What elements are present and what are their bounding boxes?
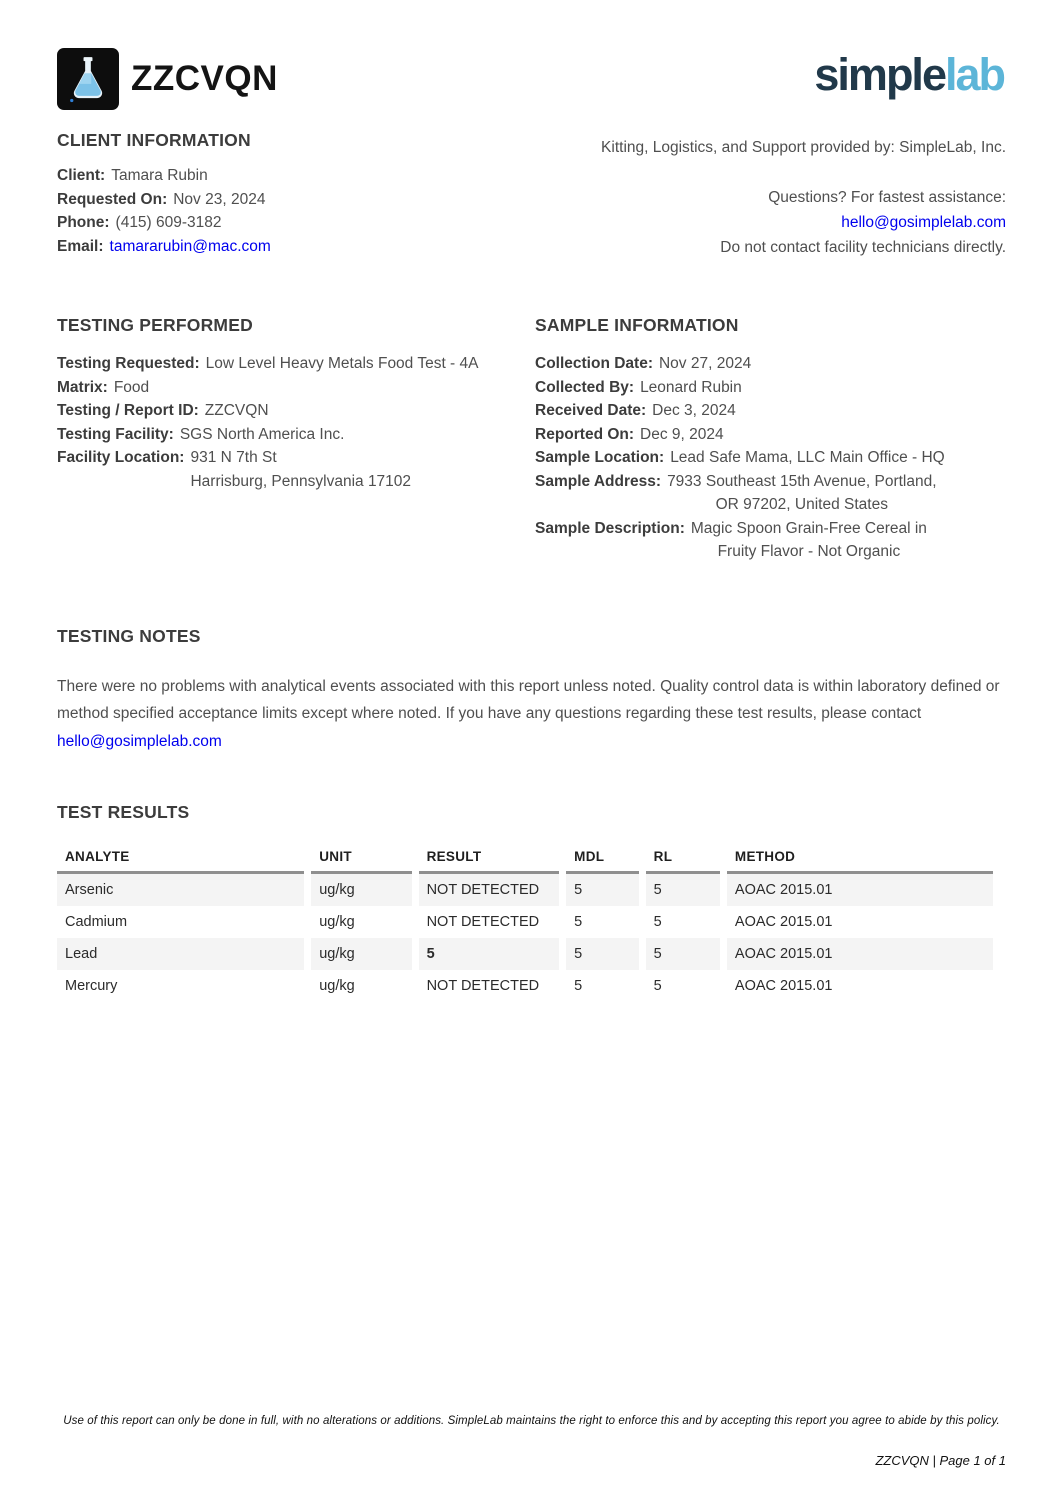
method-cell: AOAC 2015.01 (727, 874, 993, 906)
column-header-rl: RL (646, 845, 720, 874)
sample-location-value: Lead Safe Mama, LLC Main Office - HQ (670, 449, 945, 466)
client-label: Client: (57, 167, 106, 184)
analyte-cell: Cadmium (65, 914, 128, 930)
testing-requested-value: Low Level Heavy Metals Food Test - 4A (205, 355, 479, 372)
simplelab-logo-lab: lab (944, 49, 1004, 100)
testing-facility-value: SGS North America Inc. (179, 425, 345, 443)
report-id-label: Testing / Report ID: (57, 402, 199, 419)
unit-cell: ug/kg (319, 978, 355, 994)
support-provided-by: Kitting, Logistics, and Support provided by: SimpleLab, Inc. (601, 139, 1006, 156)
requested-on-label: Requested On: (57, 190, 168, 208)
unit-cell: ug/kg (311, 938, 411, 970)
phone-label: Phone: (57, 214, 110, 231)
unit-cell: ug/kg (319, 914, 355, 930)
sample-description-line1: Magic Spoon Grain-Free Cereal in (690, 519, 927, 537)
rl-cell: 5 (646, 874, 720, 906)
report-header (57, 48, 1006, 110)
client-field (57, 164, 535, 188)
result-cell: 5 (419, 938, 560, 970)
testing-notes-title: TESTING NOTES (57, 625, 201, 646)
simplelab-logo-simple: simple (814, 49, 945, 100)
collection-date-value: Nov 27, 2024 (658, 355, 752, 372)
client-value: Tamara Rubin (111, 167, 208, 184)
reported-on-label: Reported On: (535, 425, 635, 443)
simplelab-logo (814, 48, 1006, 100)
client-information-section (57, 130, 535, 260)
sample-description-line2: Fruity Flavor - Not Organic (717, 543, 901, 560)
sample-information-section (535, 315, 1006, 564)
testing-requested-field (57, 352, 535, 376)
testing-notes-body (57, 673, 1002, 756)
table-row (57, 874, 993, 906)
testing-notes-text: There were no problems with analytical events associated with this report unless noted. Quality control data is within laboratory defined or method specified acceptance limits except where noted. If you have any questions regarding these test results, please contact (57, 677, 1000, 722)
requested-on-value: Nov 23, 2024 (173, 190, 266, 208)
collection-date-field (535, 352, 1006, 376)
testing-notes-section (57, 626, 1006, 756)
testing-performed-section (57, 315, 535, 564)
footer-page-info: ZZCVQN | Page 1 of 1 (875, 1453, 1006, 1468)
facility-location-field (57, 446, 535, 493)
table-row (57, 970, 993, 1002)
method-cell: AOAC 2015.01 (734, 978, 833, 994)
notes-email-link[interactable]: hello@gosimplelab.com (57, 732, 222, 750)
support-questions: Questions? For fastest assistance: (768, 189, 1006, 206)
phone-value: (415) 609-3182 (115, 214, 222, 231)
test-results-title: TEST RESULTS (57, 802, 190, 822)
phone-field (57, 211, 535, 235)
collected-by-value: Leonard Rubin (640, 378, 742, 396)
flask-icon (57, 48, 119, 110)
analyte-cell: Arsenic (57, 874, 304, 906)
column-header-analyte: ANALYTE (57, 845, 304, 874)
sample-location-label: Sample Location: (535, 449, 665, 466)
matrix-value: Food (113, 378, 150, 396)
column-header-method: METHOD (727, 845, 993, 874)
email-label: Email: (57, 237, 104, 255)
collected-by-field (535, 376, 1006, 400)
footer-policy-text: Use of this report can only be done in full, with no alterations or additions. SimpleLab maintains the right to enforce this and by accepting this report you agree to abide by this policy. (63, 1415, 1000, 1427)
analyte-cell: Lead (57, 938, 304, 970)
result-cell: NOT DETECTED (426, 978, 540, 994)
testing-facility-label: Testing Facility: (57, 425, 174, 443)
facility-location-line2: Harrisburg, Pennsylvania 17102 (190, 472, 412, 490)
received-date-field (535, 399, 1006, 423)
report-id-logo-text: ZZCVQN (131, 59, 278, 98)
reported-on-field (535, 423, 1006, 447)
testing-requested-label: Testing Requested: (57, 355, 200, 372)
reported-on-value: Dec 9, 2024 (640, 425, 724, 443)
result-cell: NOT DETECTED (419, 874, 560, 906)
facility-location-label: Facility Location: (57, 449, 185, 466)
rl-cell: 5 (653, 978, 662, 994)
testing-facility-field (57, 423, 535, 447)
analyte-cell: Mercury (65, 978, 118, 994)
report-id-value: ZZCVQN (204, 402, 269, 419)
result-cell: NOT DETECTED (426, 914, 540, 930)
support-block (535, 130, 1006, 260)
matrix-label: Matrix: (57, 378, 108, 396)
mdl-cell: 5 (566, 938, 639, 970)
report-id-field (57, 399, 535, 423)
unit-cell: ug/kg (311, 874, 411, 906)
test-results-section (57, 802, 1006, 1002)
matrix-field (57, 376, 535, 400)
sample-location-field (535, 446, 1006, 470)
method-cell: AOAC 2015.01 (727, 938, 993, 970)
rl-cell: 5 (653, 914, 662, 930)
email-field (57, 235, 535, 259)
sample-information-title: SAMPLE INFORMATION (535, 315, 739, 335)
sample-description-label: Sample Description: (535, 519, 685, 537)
support-email-link[interactable]: hello@gosimplelab.com (841, 214, 1006, 231)
mdl-cell: 5 (574, 914, 583, 930)
sample-address-field (535, 470, 1006, 517)
client-email-link[interactable]: tamararubin@mac.com (109, 237, 271, 255)
mdl-cell: 5 (566, 874, 639, 906)
received-date-label: Received Date: (535, 402, 647, 419)
requested-on-field (57, 188, 535, 212)
results-header-row (57, 845, 993, 874)
sample-address-label: Sample Address: (535, 472, 662, 490)
support-do-not-contact: Do not contact facility technicians directly. (720, 239, 1006, 256)
sample-description-field (535, 517, 1006, 564)
collected-by-label: Collected By: (535, 378, 635, 396)
collection-date-label: Collection Date: (535, 355, 653, 372)
method-cell: AOAC 2015.01 (734, 914, 833, 930)
column-header-unit: UNIT (311, 845, 411, 874)
column-header-result: RESULT (419, 845, 560, 874)
table-row (57, 906, 993, 938)
results-table (50, 845, 1000, 1002)
facility-location-line1: 931 N 7th St (190, 449, 277, 466)
rl-cell: 5 (646, 938, 720, 970)
sample-address-line2: OR 97202, United States (715, 496, 888, 513)
testing-performed-title: TESTING PERFORMED (57, 315, 253, 335)
received-date-value: Dec 3, 2024 (652, 402, 736, 419)
column-header-mdl: MDL (566, 845, 639, 874)
table-row (57, 938, 993, 970)
client-information-title: CLIENT INFORMATION (57, 130, 251, 150)
report-logo (57, 48, 278, 110)
sample-address-line1: 7933 Southeast 15th Avenue, Portland, (667, 472, 937, 490)
mdl-cell: 5 (574, 978, 583, 994)
